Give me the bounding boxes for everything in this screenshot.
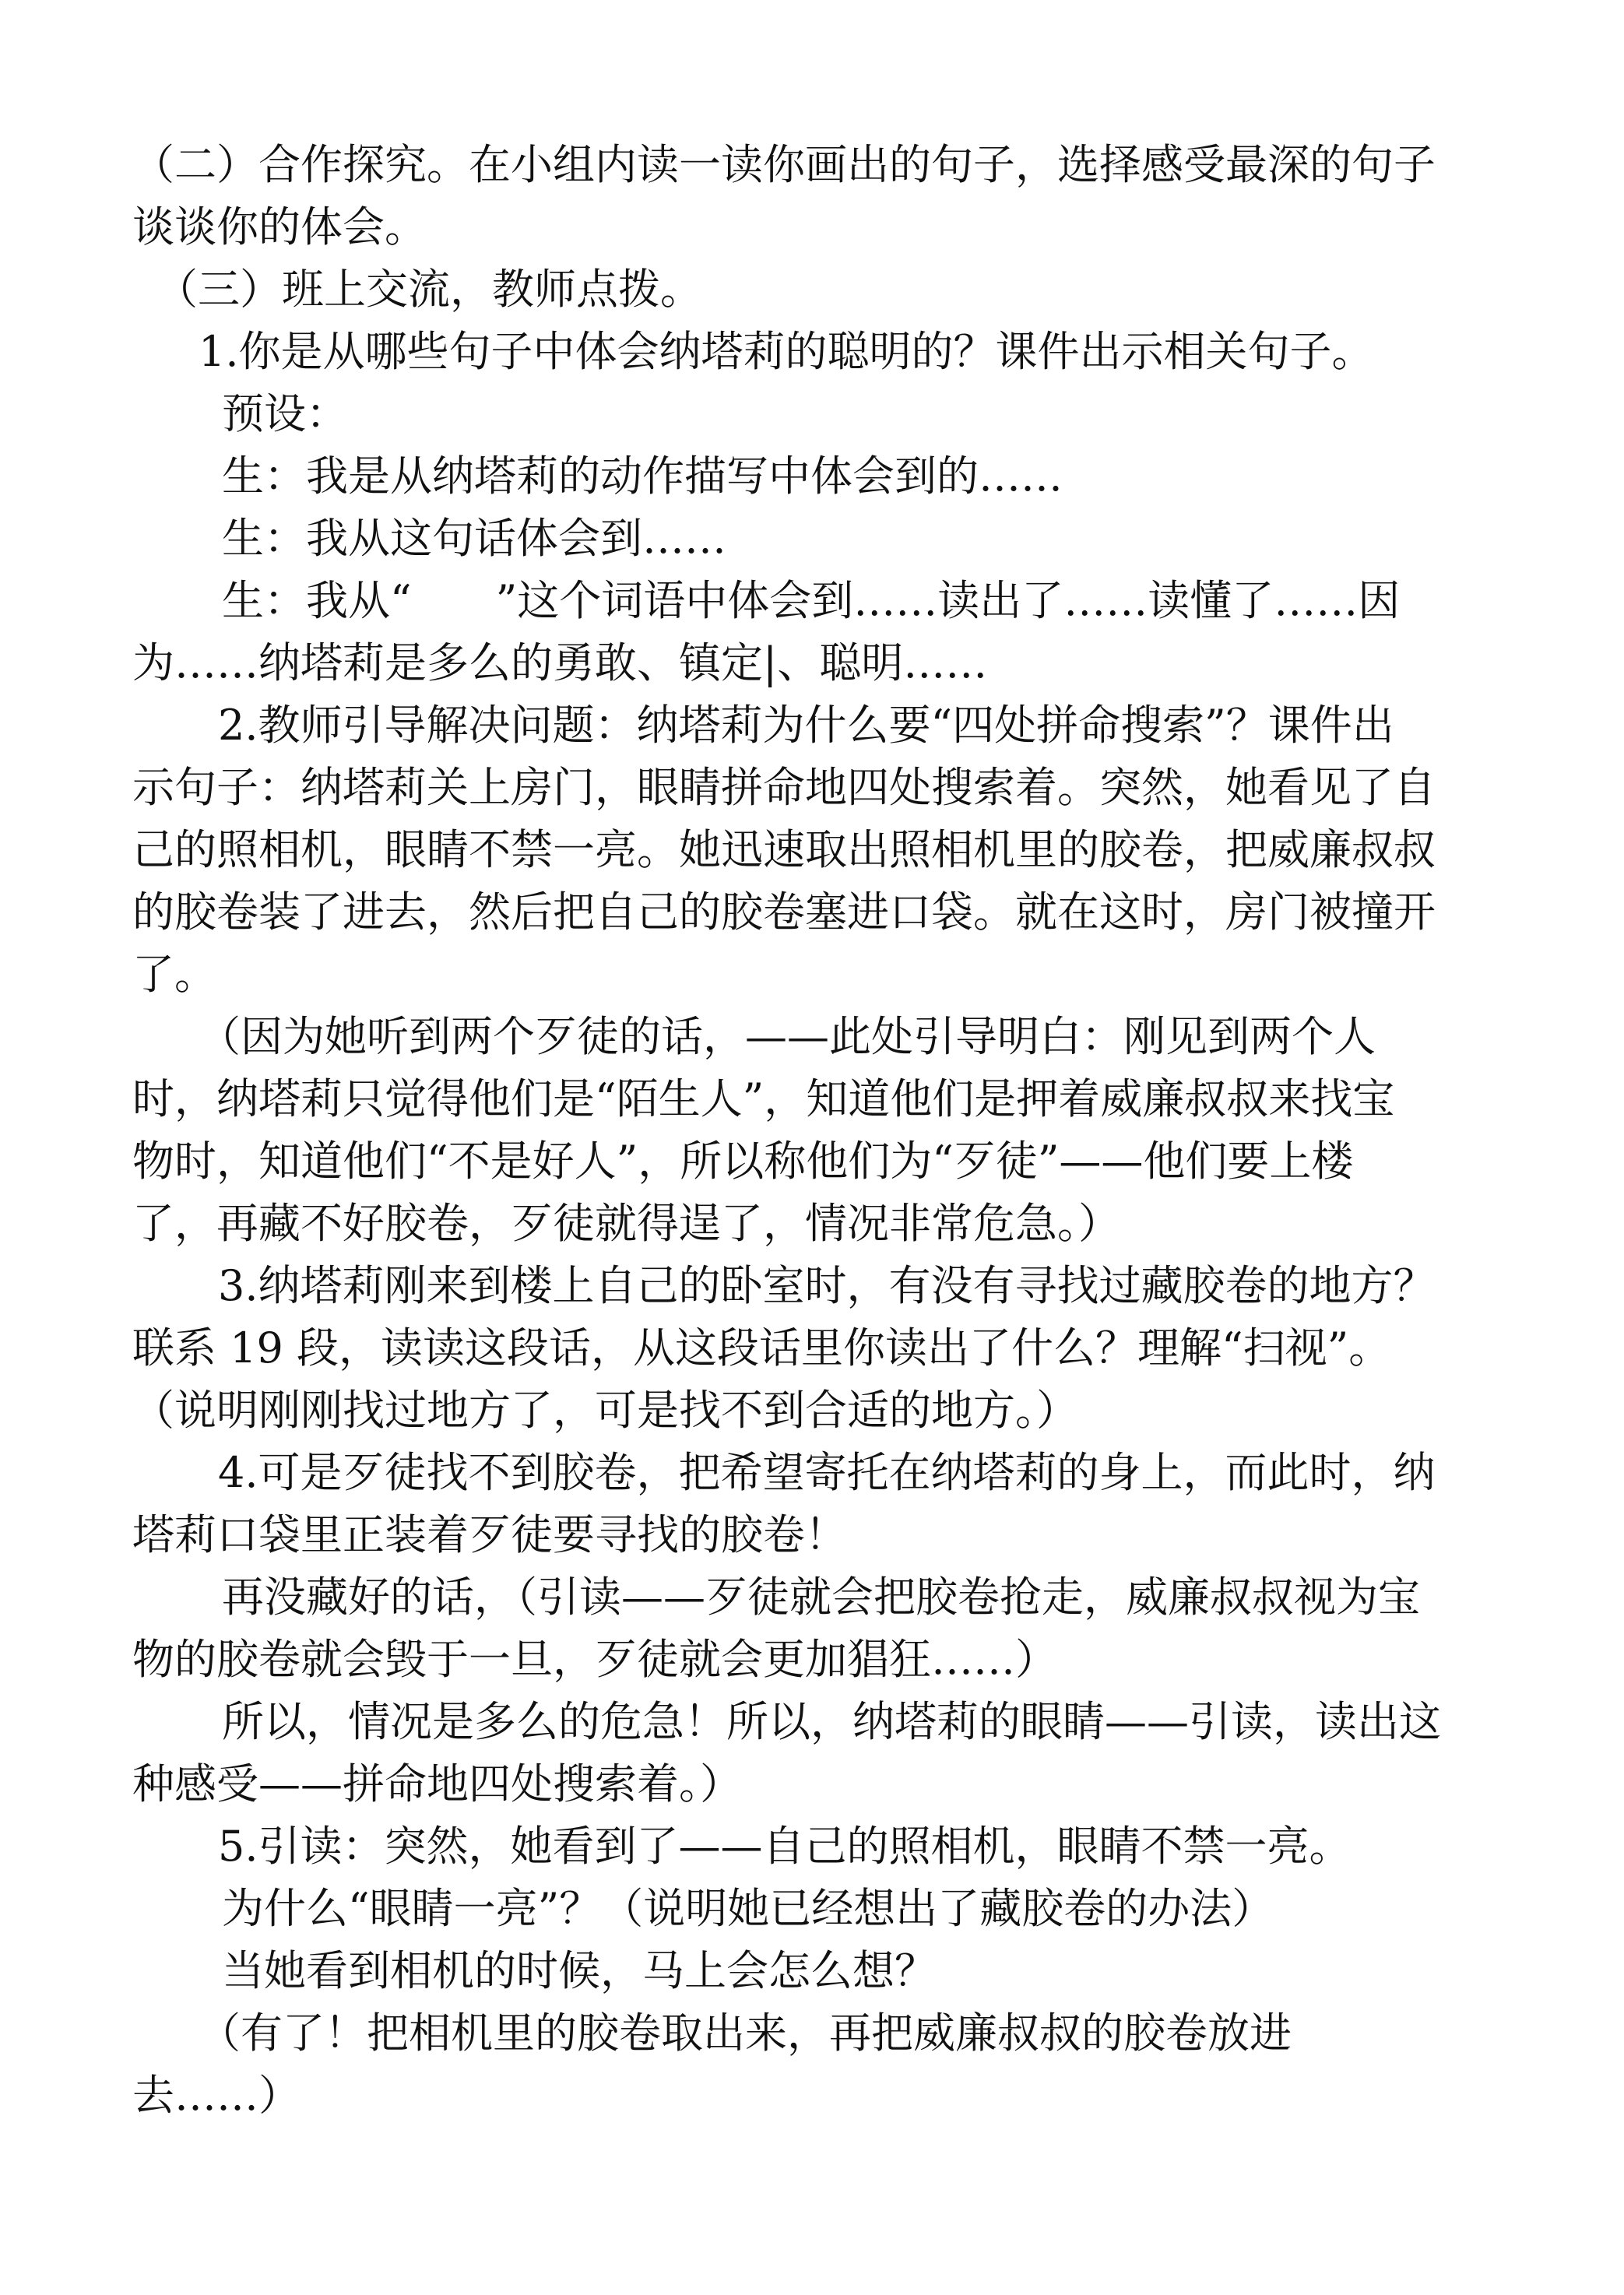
text-line: 当她看到相机的时候，马上会怎么想？ [222, 1946, 937, 1995]
text-line: 联系 19 段，读读这段话，从这段话里你读出了什么？理解“扫视”。 [132, 1323, 1391, 1372]
text-line: 物的胶卷就会毁于一旦，歹徒就会更加猖狂……） [132, 1635, 1057, 1684]
text-line: 为什么“眼睛一亮”？（说明她已经想出了藏胶卷的办法） [222, 1884, 1274, 1933]
text-line: 示句子：纳塔莉关上房门，眼睛拼命地四处搜索着。突然，她看见了自 [132, 763, 1436, 812]
text-line: 了。 [132, 950, 216, 999]
text-line: 的胶卷装了进去，然后把自己的胶卷塞进口袋。就在这时，房门被撞开 [132, 887, 1436, 937]
text-line: 1.你是从哪些句子中体会纳塔莉的聪明的？课件出示相关句子。 [199, 327, 1374, 376]
text-line: 塔莉口袋里正装着歹徒要寻找的胶卷！ [132, 1510, 847, 1559]
text-line: 4.可是歹徒找不到胶卷，把希望寄托在纳塔莉的身上，而此时，纳 [218, 1448, 1436, 1497]
text-line: 所以，情况是多么的危急！所以，纳塔莉的眼睛——引读，读出这 [222, 1697, 1441, 1746]
text-line: （三）班上交流，教师点拨。 [156, 265, 702, 314]
text-line: 再没藏好的话，（引读——歹徒就会把胶卷抢走，威廉叔叔视为宝 [222, 1573, 1420, 1622]
text-line: 预设： [222, 389, 348, 438]
text-line: 己的照相机，眼睛不禁一亮。她迅速取出照相机里的胶卷，把威廉叔叔 [132, 825, 1436, 874]
text-line: 谈谈你的体会。 [132, 202, 427, 251]
text-line: （说明刚刚找过地方了，可是找不到合适的地方。） [132, 1386, 1078, 1435]
text-line: 了，再藏不好胶卷，歹徒就得逞了，情况非常危急。） [132, 1199, 1120, 1248]
text-line: （有了！把相机里的胶卷取出来，再把威廉叔叔的胶卷放进 [199, 2009, 1292, 2058]
text-line: 生：我是从纳塔莉的动作描写中体会到的…… [222, 452, 1063, 501]
text-line: 生：我从“ ”这个词语中体会到……读出了……读懂了……因 [222, 576, 1401, 625]
text-line: （二）合作探究。在小组内读一读你画出的句子，选择感受最深的句子 [132, 140, 1436, 189]
text-line: 生：我从这句话体会到…… [222, 514, 726, 563]
text-line: （因为她听到两个歹徒的话，——此处引导明白：刚见到两个人 [199, 1012, 1376, 1061]
text-line: 为……纳塔莉是多么的勇敢、镇定|、聪明…… [132, 638, 988, 687]
text-line: 去……） [132, 2071, 301, 2120]
text-line: 时，纳塔莉只觉得他们是“陌生人”，知道他们是押着威廉叔叔来找宝 [132, 1074, 1395, 1123]
text-line: 5.引读：突然，她看到了——自己的照相机，眼睛不禁一亮。 [218, 1822, 1352, 1871]
text-line: 2.教师引导解决问题：纳塔莉为什么要“四处拼命搜索”？课件出 [218, 701, 1394, 750]
text-line: 物时，知道他们“不是好人”，所以称他们为“歹徒”——他们要上楼 [132, 1137, 1354, 1186]
text-line: 种感受——拼命地四处搜索着。） [132, 1759, 742, 1808]
text-line: 3.纳塔莉刚来到楼上自己的卧室时，有没有寻找过藏胶卷的地方？ [218, 1261, 1436, 1310]
